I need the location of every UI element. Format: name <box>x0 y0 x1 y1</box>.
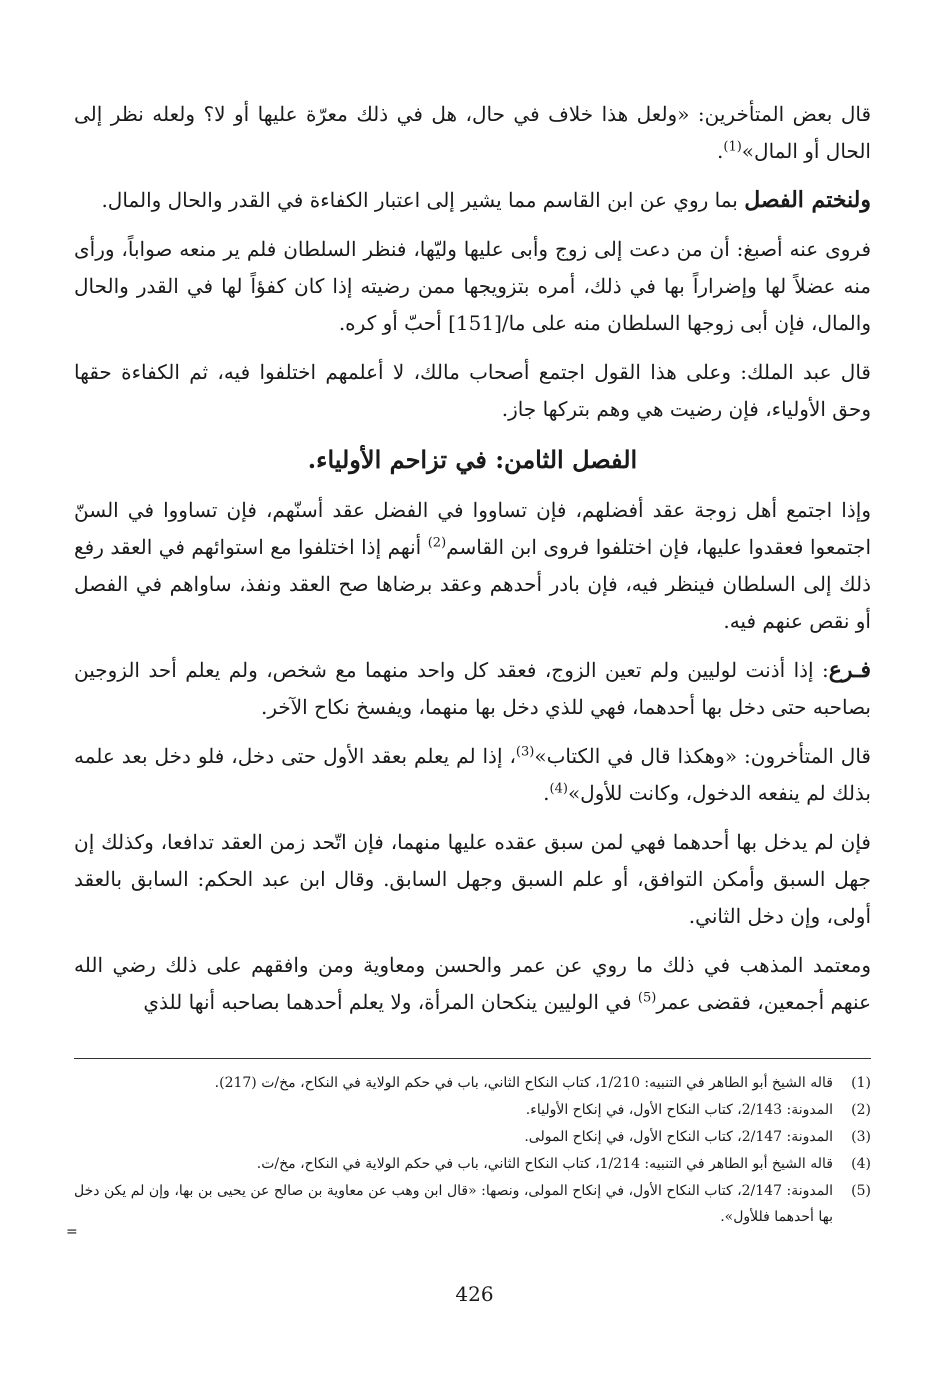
footnote-number: (5) <box>851 1183 871 1199</box>
footnote-5 <box>74 1178 871 1230</box>
footnote-1 <box>74 1070 871 1096</box>
paragraph-9: ومعتمد المذهب في ذلك ما روي عن عمر والحسن ومعاوية ومن وافقهم على ذلك رضي الله عنهم أجمعين، فقضى عمر$^{(5)}$ في الوليين ينكحان المرأة، ولا يعلم أحدهما بصاحبه أنها للذي <box>74 953 871 1014</box>
footnote-text: المدونة: 2/147، كتاب النكاح الأول، في إنكاح المولى. <box>524 1129 833 1145</box>
bold-lead-phrase: ولنختم الفصل <box>744 187 871 213</box>
continuation-mark: = <box>66 1224 78 1240</box>
footnote-number: (2) <box>851 1102 871 1118</box>
paragraph-3: فروى عنه أصبغ: أن من دعت إلى زوج وأبى عليها وليّها، فنظر السلطان فلم ير منعه صواباً، ورأى منه عضلاً لها وإضراراً بها في ذلك، أمره بتزويجها ممن رضيته إذا كان كفؤاً لها في القدر والحال والمال، فإن أبى زوجها السلطان منه على ما/[151] أحبّ أو كره. <box>74 237 871 335</box>
footnote-number: (3) <box>851 1129 871 1145</box>
bold-lead-phrase: فـرع <box>828 657 871 683</box>
page-number: 426 <box>455 1282 494 1306</box>
footnote-text: المدونة: 2/147، كتاب النكاح الأول، في إنكاح المولى، ونصها: «قال ابن وهب عن معاوية بن صالح عن يحيى بن بها، وإن لم يكن دخل بها أحدهما فللأول». <box>74 1183 833 1225</box>
footnote-4 <box>74 1151 871 1177</box>
paragraph-2: ولنختم الفصل بما روي عن ابن القاسم مما يشير إلى اعتبار الكفاءة في القدر والحال والمال. <box>101 187 871 213</box>
footnote-ref-1[interactable]: (1) <box>723 139 742 155</box>
paragraph-4: قال عبد الملك: وعلى هذا القول اجتمع أصحاب مالك، لا أعلمهم اختلفوا فيه، ثم الكفاءة حقها وحق الأولياء، فإن رضيت هي وهم بتركها جاز. <box>74 360 871 421</box>
footnote-number: (4) <box>851 1156 871 1172</box>
footnote-text: قاله الشيخ أبو الطاهر في التنبيه: 1/214، كتاب النكاح الثاني، باب في حكم الولاية في النكاح، مخ/ت. <box>256 1156 833 1172</box>
footnote-ref-2[interactable]: (2) <box>427 535 447 551</box>
footnote-separator <box>74 1058 871 1059</box>
footnote-ref-5[interactable]: (5) <box>637 990 657 1006</box>
footnote-2 <box>74 1097 871 1123</box>
footnote-text: قاله الشيخ أبو الطاهر في التنبيه: 1/210، كتاب النكاح الثاني، باب في حكم الولاية في النكاح، مخ/ت (217). <box>214 1075 833 1091</box>
footnote-ref-4[interactable]: (4) <box>549 781 568 797</box>
paragraph-7: قال المتأخرون: «وهكذا قال في الكتاب»$^{(3)}$، إذا لم يعلم بعقد الأول حتى دخل، فلو دخل بعد علمه بذلك لم ينفعه الدخول، وكانت للأول»$^{(4)}$. <box>74 744 871 805</box>
footnote-text: المدونة: 2/143، كتاب النكاح الأول، في إنكاح الأولياء. <box>525 1102 833 1118</box>
footnotes-list <box>74 1070 871 1231</box>
footnote-ref-3[interactable]: (3) <box>515 744 535 760</box>
section-heading: الفصل الثامن: في تزاحم الأولياء. <box>307 445 638 474</box>
paragraph-8: فإن لم يدخل بها أحدهما فهي لمن سبق عقده عليها منهما، فإن اتّحد زمن العقد تدافعا، وكذلك إن جهل السبق وأمكن التوافق، أو علم السبق وجهل السابق. وقال ابن عبد الحكم: السابق بالعقد أولى، وإن دخل الثاني. <box>74 830 871 928</box>
paragraph-6: فـرع: إذا أذنت لوليين ولم تعين الزوج، فعقد كل واحد منهما مع شخص، ولم يعلم أحد الزوجين بصاحبه حتى دخل بها أحدهما، فهي للذي دخل بها منهما، ويفسخ نكاح الآخر. <box>74 657 871 719</box>
footnote-number: (1) <box>851 1075 871 1091</box>
paragraph-5: وإذا اجتمع أهل زوجة عقد أفضلهم، فإن تساووا في الفضل عقد أسنّهم، فإن تساووا في السنّ اجتمعوا فعقدوا عليها، فإن اختلفوا فروى ابن القاسم$^{(2)}$ أنهم إذا اختلفوا مع استوائهم في العقد رفع ذلك إلى السلطان فينظر فيه، فإن بادر أحدهم وعقد برضاها صح العقد ونفذ، ساواهم في الفصل أو نقص عنهم فيه. <box>74 498 872 633</box>
footnote-3 <box>74 1124 871 1150</box>
main-text <box>74 96 871 1033</box>
paragraph-1: قال بعض المتأخرين: «ولعل هذا خلاف في حال، هل في ذلك معرّة عليها أو لا؟ ولعله نظر إلى الحال أو المال»$^{(1)}$. <box>74 102 871 163</box>
